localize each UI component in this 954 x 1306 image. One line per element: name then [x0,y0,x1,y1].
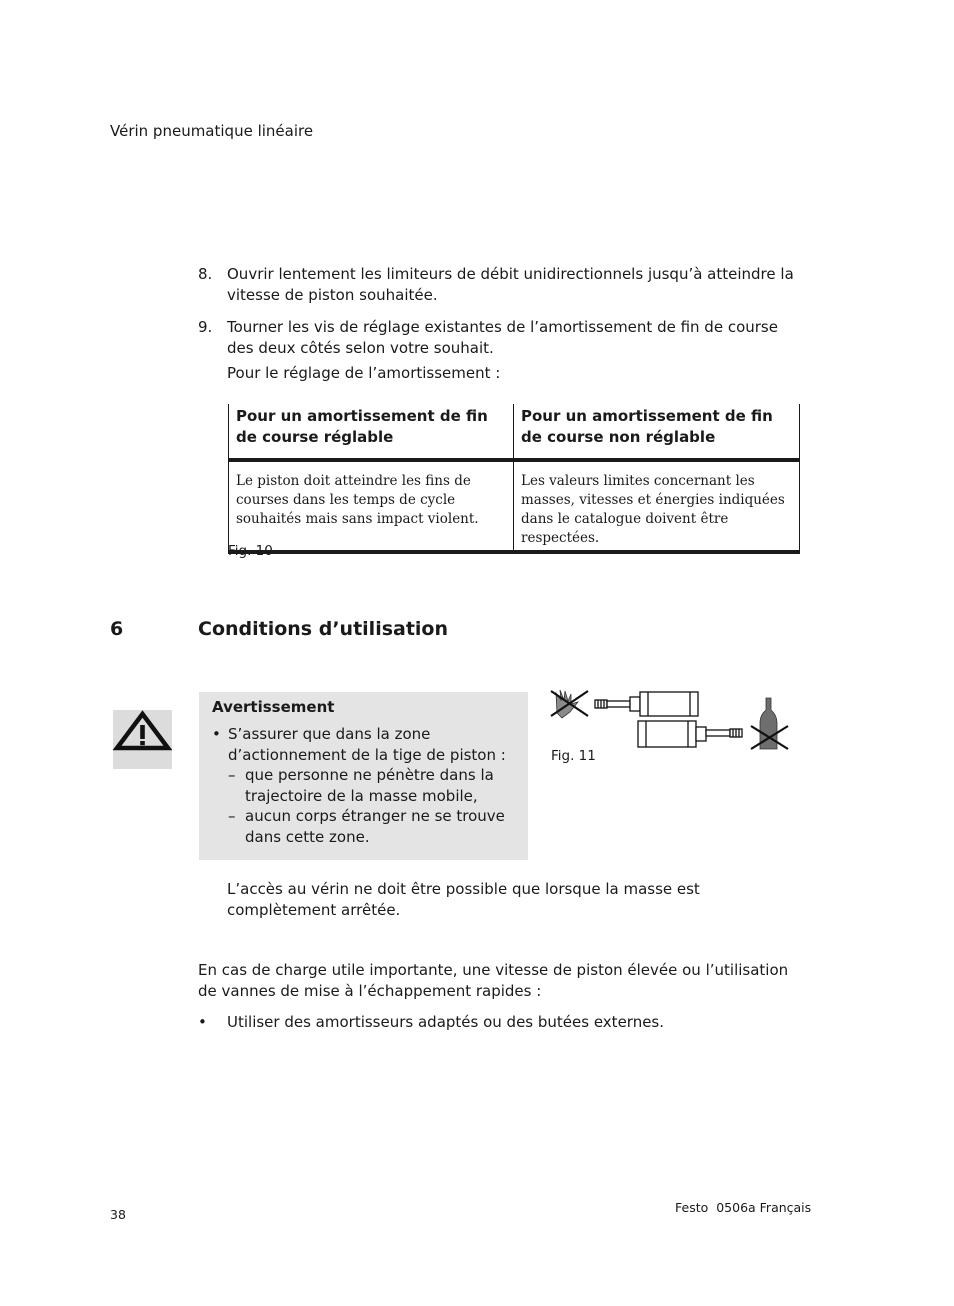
load-bullet: • Utiliser des amortisseurs adaptés ou des butées externes. [198,1012,798,1033]
load-bullet-text: Utiliser des amortisseurs adaptés ou des butées externes. [227,1013,665,1031]
warning-list [212,724,522,847]
fig10-caption: Fig. 10 [228,543,273,559]
warning-sub-item: – que personne ne pénètre dans la trajectoire de la masse mobile, [228,765,522,806]
page-number: 38 [110,1207,126,1222]
table-header-non-adjustable: Pour un amortissement de fin de course non réglable [514,404,800,460]
step-8 [198,264,798,305]
cylinder-extended [638,721,742,747]
step-text: Ouvrir lentement les limiteurs de débit unidirectionnels jusqu’à atteindre la vitesse de piston souhaitée. [227,265,794,304]
damping-table [228,404,800,554]
section-number: 6 [110,618,124,640]
hand-icon [551,690,588,718]
warning-box [199,692,528,860]
load-paragraph: En cas de charge utile importante, une vitesse de piston élevée ou l’utilisation de vannes de mise à l’échappement rapides : [198,961,789,1000]
step-9 [198,317,798,358]
warning-sub-text: que personne ne pénètre dans la trajectoire de la masse mobile, [245,766,494,805]
step-number: 9. [198,318,213,336]
warning-icon-box [113,710,172,769]
warning-sub-text: aucun corps étranger ne se trouve dans cette zone. [245,807,505,846]
warning-bullet-text: S’assurer que dans la zone d’actionnement de la tige de piston : [228,725,506,764]
cylinder-illustration [548,688,798,754]
fig11-caption: Fig. 11 [551,748,596,764]
table-cell-non-adjustable: Les valeurs limites concernant les masses, vitesses et énergies indiquées dans le catalogue doivent être respectées. [514,460,800,552]
warning-sub-item: – aucun corps étranger ne se trouve dans cette zone. [228,806,522,847]
warning-title: Avertissement [212,698,335,716]
access-paragraph: L’accès au vérin ne doit être possible que lorsque la masse est complètement arrêtée. [227,880,700,919]
warning-bullet: • S’assurer que dans la zone d’actionnement de la tige de piston : [212,724,522,765]
footer-brand: Festo 0506a Français [675,1200,812,1215]
step-number: 8. [198,265,213,283]
warning-triangle-icon [113,710,172,769]
section-title: Conditions d’utilisation [198,618,449,640]
step-9-note: Pour le réglage de l’amortissement : [227,364,501,382]
cylinder-retracted [595,692,698,716]
table-cell-adjustable: Le piston doit atteindre les fins de courses dans les temps de cycle souhaités mais sans impact violent. [229,460,514,552]
running-header: Vérin pneumatique linéaire [110,122,314,140]
table-header-adjustable: Pour un amortissement de fin de course réglable [229,404,514,460]
bottle-icon [751,698,788,749]
step-text: Tourner les vis de réglage existantes de l’amortissement de fin de course des deux côtés selon votre souhait. [227,318,778,357]
